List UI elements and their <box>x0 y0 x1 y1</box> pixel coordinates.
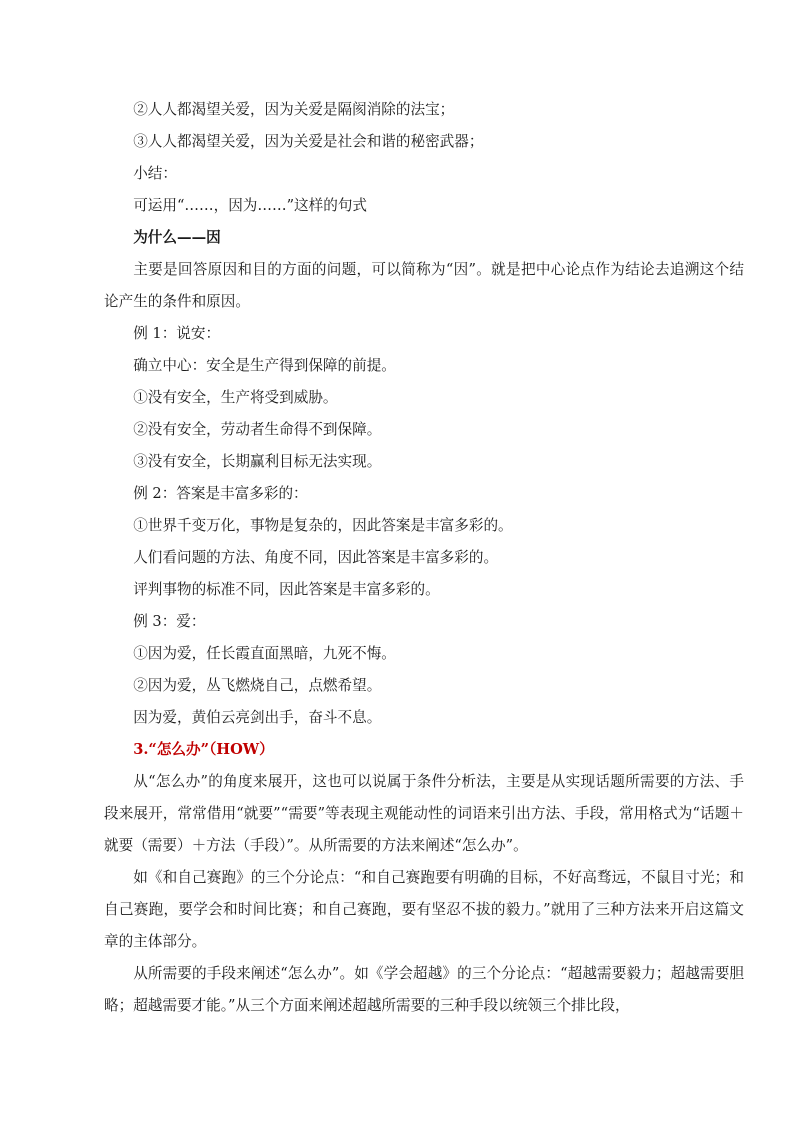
example-3-point: ①因为爱，任长霞直面黑暗，九死不悔。 <box>133 645 396 662</box>
example-1-point: ②没有安全，劳动者生命得不到保障。 <box>133 421 382 438</box>
example-1-title: 例 1：说安： <box>133 325 221 342</box>
paragraph-how-1: 从“怎么办”的角度来展开，这也可以说属于条件分析法，主要是从实现话题所需要的方法、手段来展开，常常借用“就要”“需要”等表现主观能动性的词语来引出方法、手段，常用格式为“话题＋就要（需要）＋方法（手段）”。从所需要的方法来阐述“怎么办”。 <box>104 773 744 854</box>
paragraph-how-2: 如《和自己赛跑》的三个分论点：“和自己赛跑要有明确的目标，不好高骛远，不鼠目寸光；和自己赛跑，要学会和时间比赛；和自己赛跑，要有坚忍不拔的毅力。”就用了三种方法来开启这篇文章的主体部分。 <box>104 869 744 950</box>
section-heading-why: 为什么——因 <box>133 229 221 246</box>
example-3-title: 例 3：爱： <box>133 613 206 630</box>
example-1-point: ③没有安全，长期赢利目标无法实现。 <box>133 453 382 470</box>
example-2-title: 例 2：答案是丰富多彩的： <box>133 485 308 502</box>
example-1-center: 确立中心：安全是生产得到保障的前提。 <box>133 357 396 374</box>
text-line: 可运用“……，因为……”这样的句式 <box>133 197 368 214</box>
example-3-point: 因为爱，黄伯云亮剑出手，奋斗不息。 <box>133 709 382 726</box>
example-2-point: ①世界千变万化，事物是复杂的，因此答案是丰富多彩的。 <box>133 517 513 534</box>
document-page <box>104 94 744 1022</box>
text-line: ③人人都渴望关爱，因为关爱是社会和谐的秘密武器； <box>133 133 484 150</box>
section-heading-how: 3.“怎么办”（HOW） <box>133 741 274 758</box>
text-line: 小结： <box>133 165 177 182</box>
example-2-point: 评判事物的标准不同，因此答案是丰富多彩的。 <box>133 581 440 598</box>
paragraph-why: 主要是回答原因和目的方面的问题，可以简称为“因”。就是把中心论点作为结论去追溯这个结论产生的条件和原因。 <box>104 261 744 310</box>
example-3-point: ②因为爱，丛飞燃烧自己，点燃希望。 <box>133 677 382 694</box>
example-2-point: 人们看问题的方法、角度不同，因此答案是丰富多彩的。 <box>133 549 499 566</box>
example-1-point: ①没有安全，生产将受到威胁。 <box>133 389 338 406</box>
text-line: ②人人都渴望关爱，因为关爱是隔阂消除的法宝； <box>133 101 455 118</box>
paragraph-how-3: 从所需要的手段来阐述“怎么办”。如《学会超越》的三个分论点：“超越需要毅力；超越需要胆略；超越需要才能。”从三个方面来阐述超越所需要的三种手段以统领三个排比段， <box>104 965 744 1014</box>
